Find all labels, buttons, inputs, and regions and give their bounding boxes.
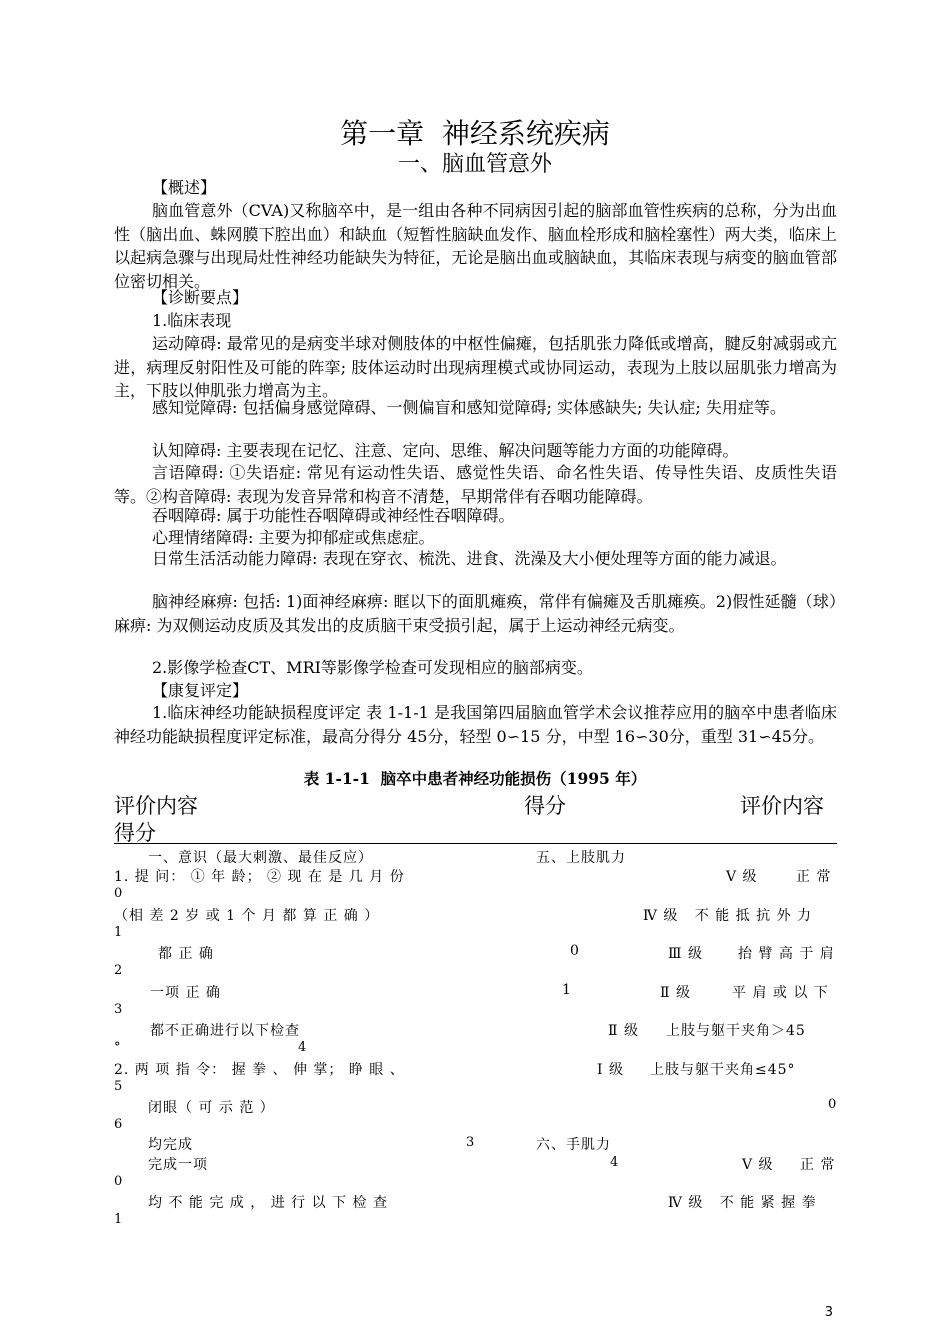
table-cell: 闭眼（ 可 示 范 ） <box>148 1100 275 1116</box>
table-cell: Ⅲ 级 <box>668 946 703 962</box>
table-cell: 1. 提 问： ① 年 龄； ② 现 在 是 几 月 份 <box>114 869 405 885</box>
table-cell: 上肢与躯干夹角≤45° <box>650 1062 796 1078</box>
paragraph-emotion: 心理情绪障碍: 主要为抑郁症或焦虑症。 <box>152 528 435 547</box>
table-cell: Ⅰ 级 <box>597 1062 624 1078</box>
table-cell: 0 <box>114 1174 123 1189</box>
paragraph-speech: 言语障碍: ①失语症: 常见有运动性失语、感觉性失语、命名性失语、传导性失语、皮质性失语等。②构音障碍: 表现为发音异常和构音不清楚，早期常伴有吞咽功能障碍。 <box>114 463 837 506</box>
table-cell: Ⅱ 级 <box>660 985 691 1001</box>
table-header-score-2: 得分 <box>114 821 156 845</box>
table-cell: 2. 两 项 指 令： 握 拳 、 伸 掌； 睁 眼 、 <box>114 1062 405 1078</box>
table-caption: 表 1-1-1 脑卒中患者神经功能损伤（1995 年） <box>303 769 647 788</box>
table-cell: 正 常 <box>800 1157 836 1173</box>
table-cell: 3 <box>466 1135 475 1150</box>
table-cell: 平 肩 或 以 下 <box>732 985 829 1001</box>
table-cell: ° <box>114 1040 121 1055</box>
table-header-content-1: 评价内容 <box>114 794 198 818</box>
table-cell: 0 <box>570 943 580 959</box>
paragraph-overview: 脑血管意外（CVA)又称脑卒中，是一组由各种不同病因引起的脑部血管性疾病的总称，分为出血性（脑出血、蛛网膜下腔出血）和缺血（短暂性脑缺血发作、脑血栓形成和脑栓塞性）两大类，临床上以起病急骤与出现局灶性神经功能缺失为特征，无论是脑出血或脑缺血，其临床表现与病变的脑血管部位密切相关。 <box>114 201 837 292</box>
paragraph-clinical: 1.临床表现 <box>152 311 232 330</box>
paragraph-diagnosis-label: 【诊断要点】 <box>152 288 249 307</box>
table-cell: 1 <box>114 1212 123 1227</box>
table-header-score-1: 得分 <box>524 794 566 818</box>
table-cell: 0 <box>828 1097 837 1112</box>
table-cell: 正 常 <box>796 869 832 885</box>
paragraph-cognitive: 认知障碍: 主要表现在记忆、注意、定向、思维、解决问题等能力方面的功能障碍。 <box>152 441 739 460</box>
paragraph-rehab-label: 【康复评定】 <box>152 681 249 700</box>
page-number: 3 <box>824 1305 833 1320</box>
table-cell: 上肢与躯干夹角＞45 <box>666 1023 806 1039</box>
table-cell: 都 正 确 <box>158 946 214 962</box>
paragraph-assessment: 1.临床神经功能缺损程度评定 表 1-1-1 是我国第四届脑血管学术会议推荐应用的脑卒中患者临床神经功能缺损程度评定标准，最高分得分 45分，轻型 0∽15 分，中型 16∽30分，重型 31∽45分。 <box>114 703 837 746</box>
paragraph-motor: 运动障碍: 最常见的是病变半球对侧肢体的中枢性偏瘫，包括肌张力降低或增高，腱反射减弱或亢进，病理反射阳性及可能的阵挛; 肢体运动时出现病理模式或协同运动，表现为上肢以屈肌张力增高为主，下肢以伸肌张力增高为主。 <box>114 334 837 401</box>
table-cell: 五、上肢肌力 <box>536 850 626 866</box>
table-cell: Ⅳ 级 不 能 抵 抗 外 力 <box>643 908 813 924</box>
table-cell: Ⅱ 级 <box>608 1023 639 1039</box>
paragraph-imaging: 2.影像学检查CT、MRI等影像学检查可发现相应的脑部病变。 <box>152 658 593 677</box>
chapter-title: 第一章 神经系统疾病 <box>340 117 610 150</box>
table-cell: 一项 正 确 <box>150 985 221 1001</box>
table-cell: 6 <box>114 1117 123 1132</box>
table-cell: 均完成 <box>148 1137 193 1153</box>
section-title: 一、脑血管意外 <box>397 152 552 177</box>
table-cell: 六、手肌力 <box>536 1137 611 1153</box>
paragraph-adl: 日常生活活动能力障碍: 表现在穿衣、梳洗、进食、洗澡及大小便处理等方面的能力减退。 <box>152 549 787 568</box>
table-cell: 1 <box>114 925 123 940</box>
table-cell: 0 <box>114 886 123 901</box>
table-cell: Ⅴ 级 <box>742 1157 774 1173</box>
table-cell: 一、意识（最大刺激、最佳反应） <box>148 850 373 866</box>
table-cell: 3 <box>114 1002 123 1017</box>
table-cell: Ⅴ 级 <box>726 869 758 885</box>
paragraph-sensory: 感知觉障碍: 包括偏身感觉障碍、一侧偏盲和感知觉障碍; 实体感缺失; 失认症; 失用症等。 <box>152 398 786 417</box>
table-cell: 均 不 能 完 成 ， 进 行 以 下 检 查 <box>148 1195 388 1211</box>
table-header-content-2: 评价内容 <box>740 794 824 818</box>
table-cell: 5 <box>114 1079 123 1094</box>
table-cell: 4 <box>298 1040 307 1055</box>
paragraph-swallow: 吞咽障碍: 属于功能性吞咽障碍或神经性吞咽障碍。 <box>152 506 515 525</box>
table-cell: 抬 臂 高 于 肩 <box>738 946 835 962</box>
paragraph-overview-label: 【概述】 <box>152 178 217 197</box>
table-cell: 4 <box>610 1155 619 1170</box>
table-cell: 1 <box>562 982 572 998</box>
table-cell: 完成一项 <box>148 1157 208 1173</box>
table-cell: 2 <box>114 963 123 978</box>
table-rule <box>114 843 837 844</box>
paragraph-cranial: 脑神经麻痹: 包括: 1)面神经麻痹: 眶以下的面肌瘫痪，常伴有偏瘫及舌肌瘫痪。2)假性延髓（球）麻痹: 为双侧运动皮质及其发出的皮质脑干束受损引起，属于上运动神经元病变。 <box>114 592 837 635</box>
table-cell: 都不正确进行以下检查 <box>150 1023 300 1039</box>
table-cell: Ⅳ 级 不 能 紧 握 拳 <box>668 1195 817 1211</box>
table-cell: （相 差 2 岁 或 1 个 月 都 算 正 确 ） <box>114 908 380 924</box>
